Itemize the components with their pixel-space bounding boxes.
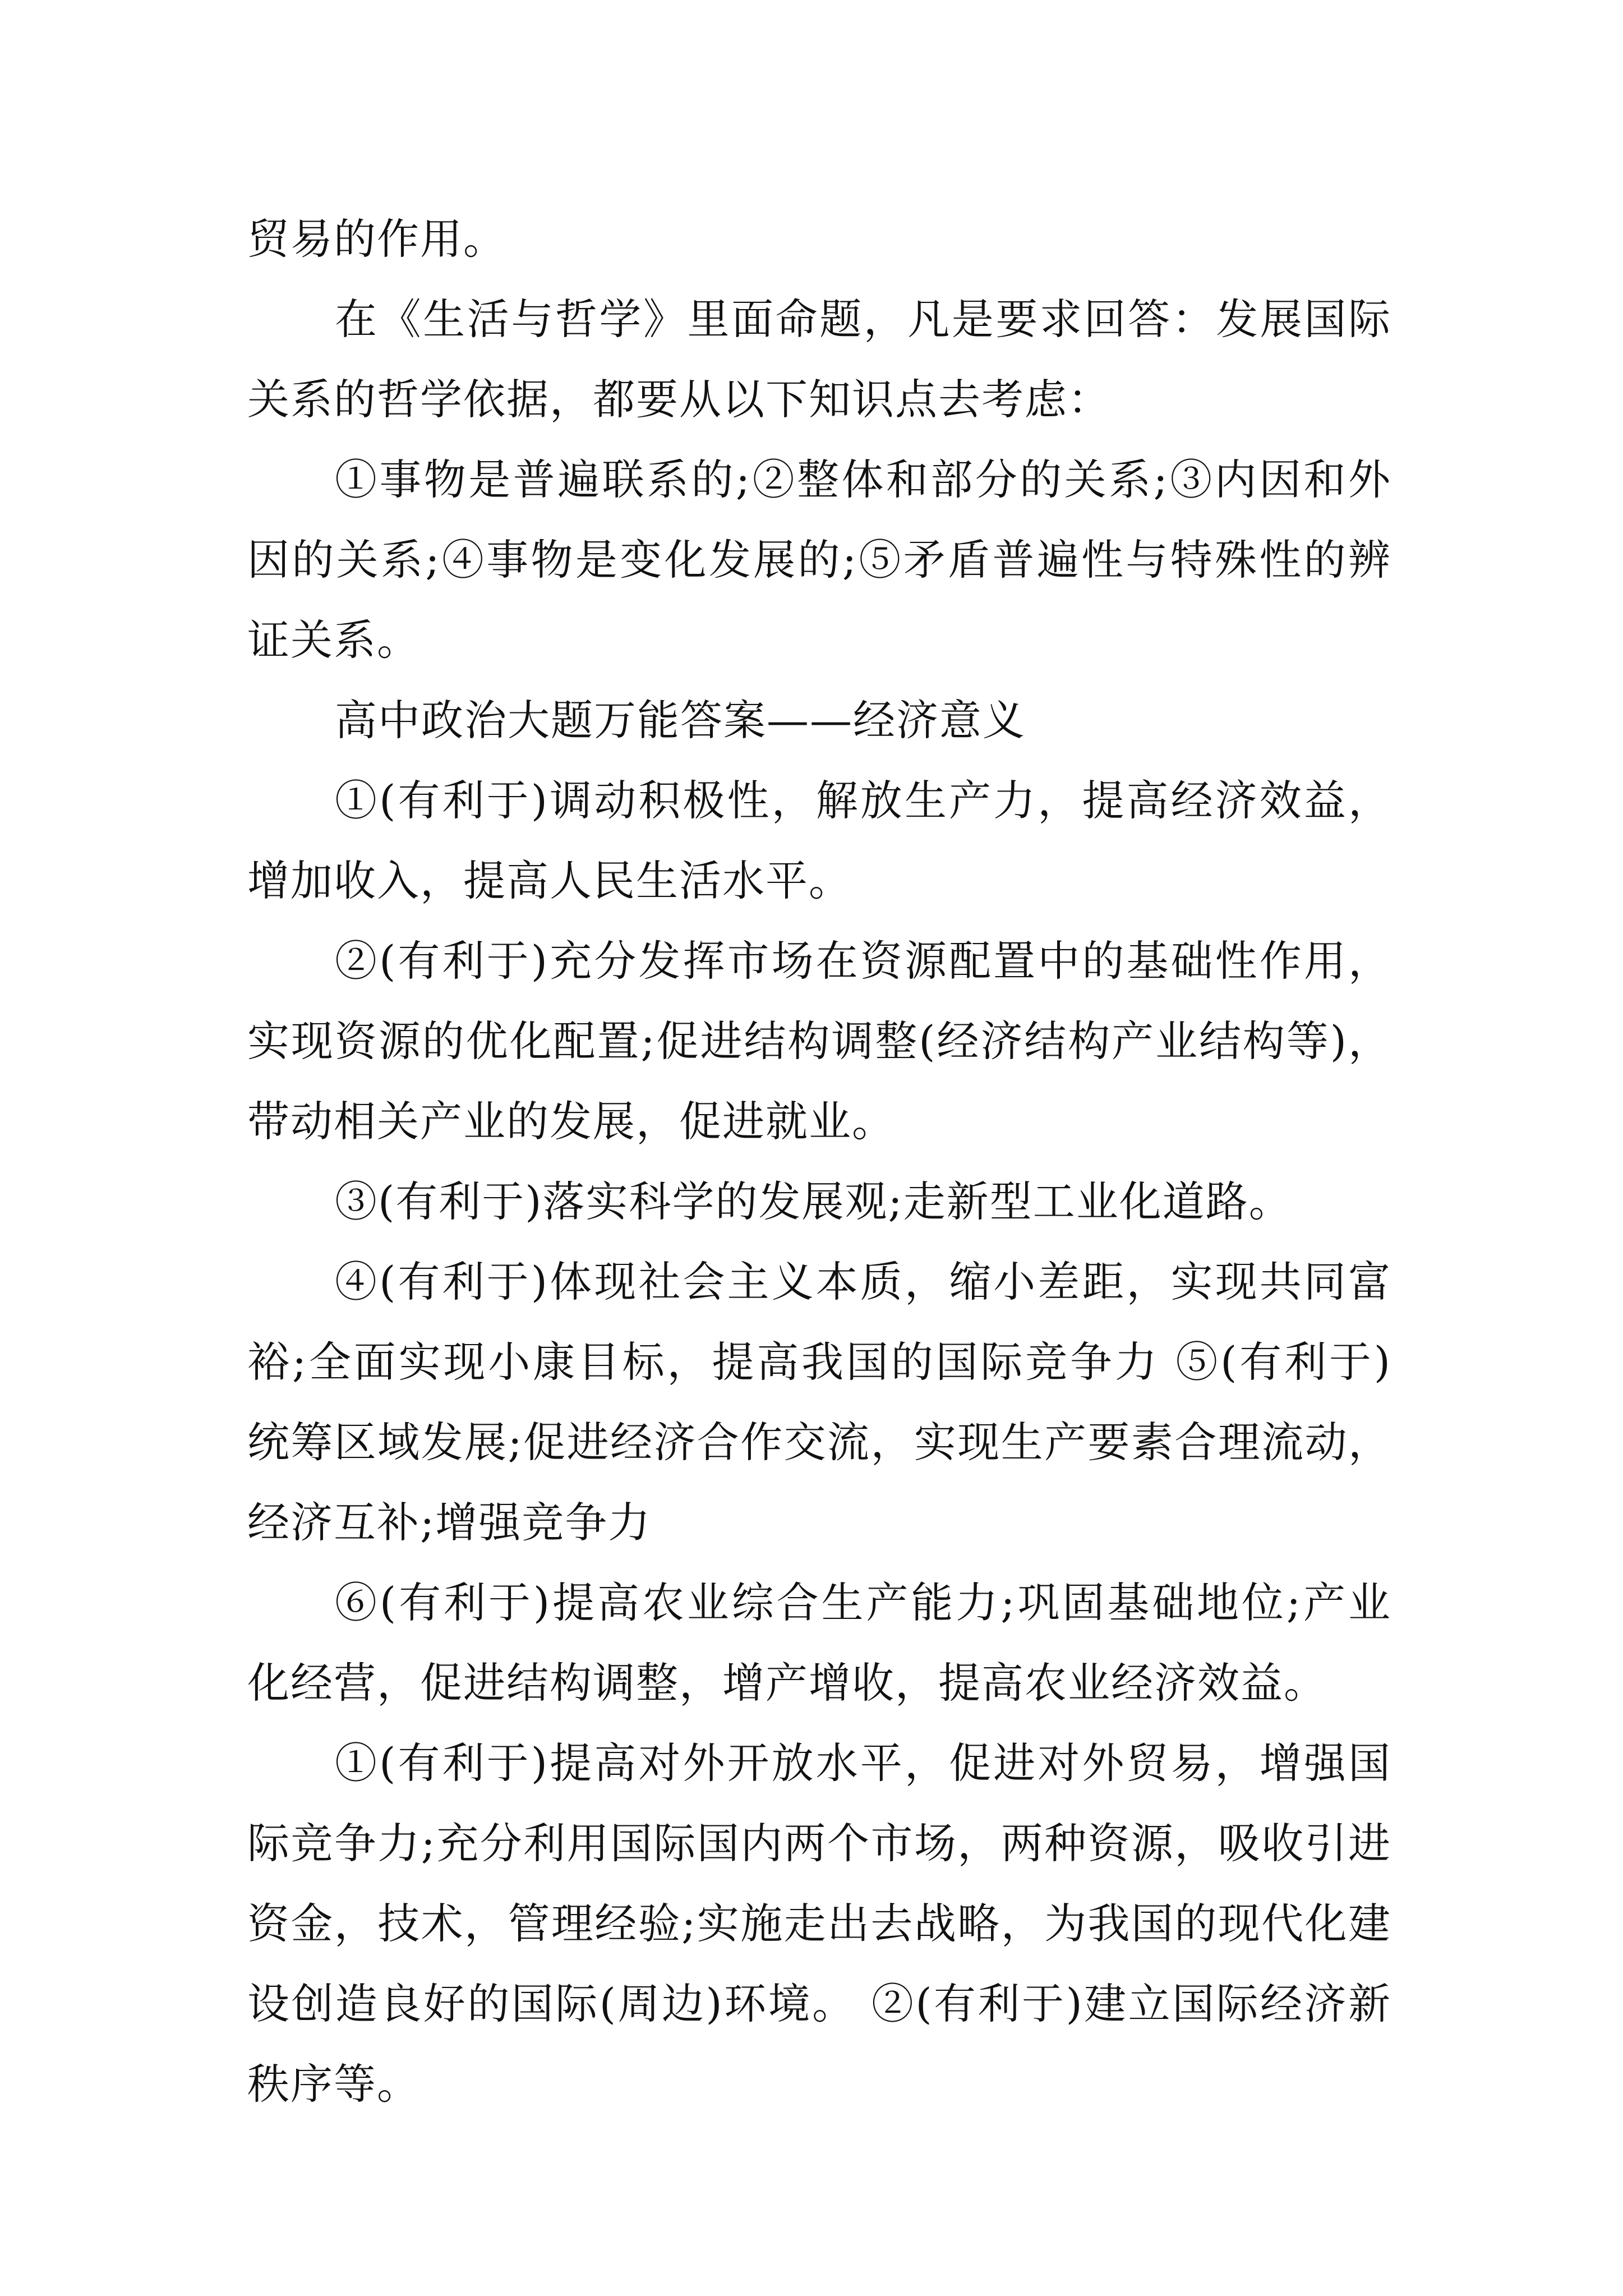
paragraph-point-3: ③(有利于)落实科学的发展观;走新型工业化道路。 bbox=[335, 1177, 1292, 1226]
paragraph-trade-role: 贸易的作用。 bbox=[247, 214, 507, 264]
paragraph-point-4-5: ④(有利于)体现社会主义本质，缩小差距，实现共同富裕;全面实现小康目标，提高我国的国际竞争力 ⑤(有利于)统筹区域发展;促进经济合作交流，实现生产要素合理流动，经济互补;增强竞争力 bbox=[247, 1257, 1391, 1547]
paragraph-philosophy-points: ①事物是普遍联系的;②整体和部分的关系;③内因和外因的关系;④事物是变化发展的;⑤矛盾普遍性与特殊性的辨证关系。 bbox=[247, 455, 1391, 665]
document-body bbox=[247, 199, 1391, 2124]
paragraph-point-1: ①(有利于)调动积极性，解放生产力，提高经济效益，增加收入，提高人民生活水平。 bbox=[247, 776, 1391, 905]
paragraph-philosophy-intro: 在《生活与哲学》里面命题，凡是要求回答：发展国际关系的哲学依据，都要从以下知识点去考虑： bbox=[247, 295, 1391, 424]
section-heading-economic-significance: 高中政治大题万能答案——经济意义 bbox=[335, 696, 1026, 745]
paragraph-opening-up: ①(有利于)提高对外开放水平，促进对外贸易，增强国际竞争力;充分利用国际国内两个市场，两种资源，吸收引进资金，技术，管理经验;实施走出去战略，为我国的现代化建设创造良好的国际(周边)环境。 ②(有利于)建立国际经济新秩序等。 bbox=[247, 1738, 1391, 2109]
paragraph-point-2: ②(有利于)充分发挥市场在资源配置中的基础性作用，实现资源的优化配置;促进结构调整(经济结构产业结构等)，带动相关产业的发展，促进就业。 bbox=[247, 936, 1391, 1146]
paragraph-point-6: ⑥(有利于)提高农业综合生产能力;巩固基础地位;产业化经营，促进结构调整，增产增收，提高农业经济效益。 bbox=[247, 1578, 1391, 1708]
